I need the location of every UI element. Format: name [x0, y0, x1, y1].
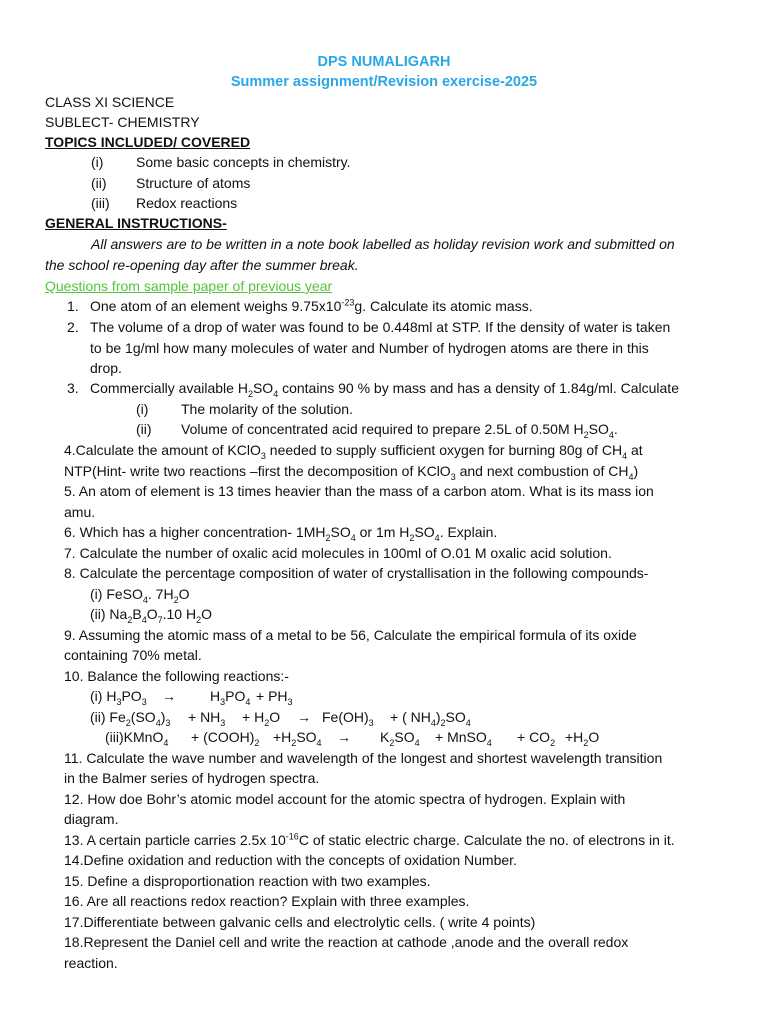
question-9-line: 9. Assuming the atomic mass of a metal to be 56, Calculate the empirical formula of its oxide [64, 627, 637, 643]
topic-text: Some basic concepts in chemistry. [136, 154, 351, 170]
question-number: 2. [67, 319, 79, 335]
question-12-line: 12. How doe Bohr’s atomic model account for the atomic spectra of hydrogen. Explain with [64, 791, 626, 807]
sub-question-text: Volume of concentrated acid required to prepare 2.5L of 0.50M $H_2SO_4$. [181, 421, 618, 440]
question-number: 3. [67, 380, 79, 396]
subject-label: SUBLECT- CHEMISTRY [45, 114, 200, 130]
question-12-line: diagram. [64, 811, 119, 827]
question-5-line: 5. An atom of element is 13 times heavier than the mass of a carbon atom. What is its mass ion [64, 483, 654, 499]
question-8-line: 8. Calculate the percentage composition of water of crystallisation in the following compounds- [64, 565, 649, 581]
question-5-line: amu. [64, 504, 96, 520]
reaction-2: (ii) $Fe_2(SO_4)_3$ + $NH_3$ + $H_2O$ → $Fe(OH)_3$ + ( $NH_4)_2SO_4$ [90, 709, 471, 728]
question-11-line: in the Balmer series of hydrogen spectra. [64, 770, 320, 786]
question-14: 14.Define oxidation and reduction with the concepts of oxidation Number. [64, 852, 517, 868]
reaction-3: (iii)KMnO$_4$ + $(COOH)_2$ $+H_2SO_4$ → $K_2SO_4$ + MnSO$_4$ + $CO_2$ $+H_2O$ [105, 729, 600, 748]
question-4-line: NTP(Hint- write two reactions –first the decomposition of KClO$_3$ and next combustion of $CH_4$) [64, 463, 639, 482]
question-10-line: 10. Balance the following reactions:- [64, 668, 289, 684]
question-11-line: 11. Calculate the wave number and wavelength of the longest and shortest wavelength transition [64, 750, 663, 766]
instructions-line: All answers are to be written in a note book labelled as holiday revision work and submitted on [91, 236, 675, 252]
question-2-line: to be 1g/ml how many molecules of water and Number of hydrogen atoms are there in this [90, 340, 649, 356]
question-9-line: containing 70% metal. [64, 647, 202, 663]
sub-question-num: (i) [136, 401, 149, 417]
question-16: 16. Are all reactions redox reaction? Explain with three examples. [64, 893, 470, 909]
question-2-line: The volume of a drop of water was found to be 0.448ml at STP. If the density of water is taken [90, 319, 671, 335]
sample-paper-heading: Questions from sample paper of previous year [45, 278, 333, 294]
class-label: CLASS XI SCIENCE [45, 94, 175, 110]
topic-num: (iii) [91, 195, 110, 211]
question-7: 7. Calculate the number of oxalic acid molecules in 100ml of O.01 M oxalic acid solution. [64, 545, 612, 561]
instructions-heading: GENERAL INSTRUCTIONS- [45, 215, 227, 231]
school-name: DPS NUMALIGARH [317, 54, 451, 70]
question-17: 17.Differentiate between galvanic cells and electrolytic cells. ( write 4 points) [64, 914, 536, 930]
topic-text: Structure of atoms [136, 175, 251, 191]
question-4-line: 4.Calculate the amount of KClO$_3$ needed to supply sufficient oxygen for burning 80g of $CH_4$ at [64, 442, 643, 461]
arrow-icon: → [337, 729, 351, 745]
topic-text: Redox reactions [136, 195, 238, 211]
question-8-item: (ii) $Na_2B_4O_7.10$ $H_2O$ [90, 606, 212, 625]
question-6: 6. Which has a higher concentration- $1MH_2SO_4$ or 1m $H_2SO_4$. Explain. [64, 524, 498, 543]
question-2-line: drop. [90, 360, 122, 376]
question-8-item: (i) FeSO$_4$. $7H_2O$ [90, 586, 190, 605]
topic-num: (i) [91, 154, 104, 170]
question-13: 13. A certain particle carries 2.5x $10^{-16}C$ of static electric charge. Calculate the no. of electrons in it. [64, 831, 675, 848]
question-15: 15. Define a disproportionation reaction with two examples. [64, 873, 431, 889]
question-number: 1. [67, 298, 79, 314]
question-3: Commercially available $H_2SO_4$ contains 90 % by mass and has a density of 1.84g/ml. Calculate [90, 380, 679, 399]
sub-question-text: The molarity of the solution. [181, 401, 353, 417]
question-18-line: 18.Represent the Daniel cell and write the reaction at cathode ,anode and the overall redox [64, 934, 629, 950]
reaction-1: (i) $H_3PO_3$ → $H_3PO_4$ + $PH_3$ [90, 688, 293, 707]
question-1: One atom of an element weighs $9.75x10^{-23}g$. Calculate its atomic mass. [90, 297, 533, 314]
instructions-line: the school re-opening day after the summer break. [45, 257, 359, 273]
question-18-line: reaction. [64, 955, 118, 971]
sub-question-num: (ii) [136, 421, 152, 437]
arrow-icon: → [162, 688, 176, 704]
topics-heading: TOPICS INCLUDED/ COVERED [45, 134, 251, 150]
topic-num: (ii) [91, 175, 107, 191]
assignment-title: Summer assignment/Revision exercise-2025 [230, 74, 538, 90]
arrow-icon: → [297, 709, 311, 725]
